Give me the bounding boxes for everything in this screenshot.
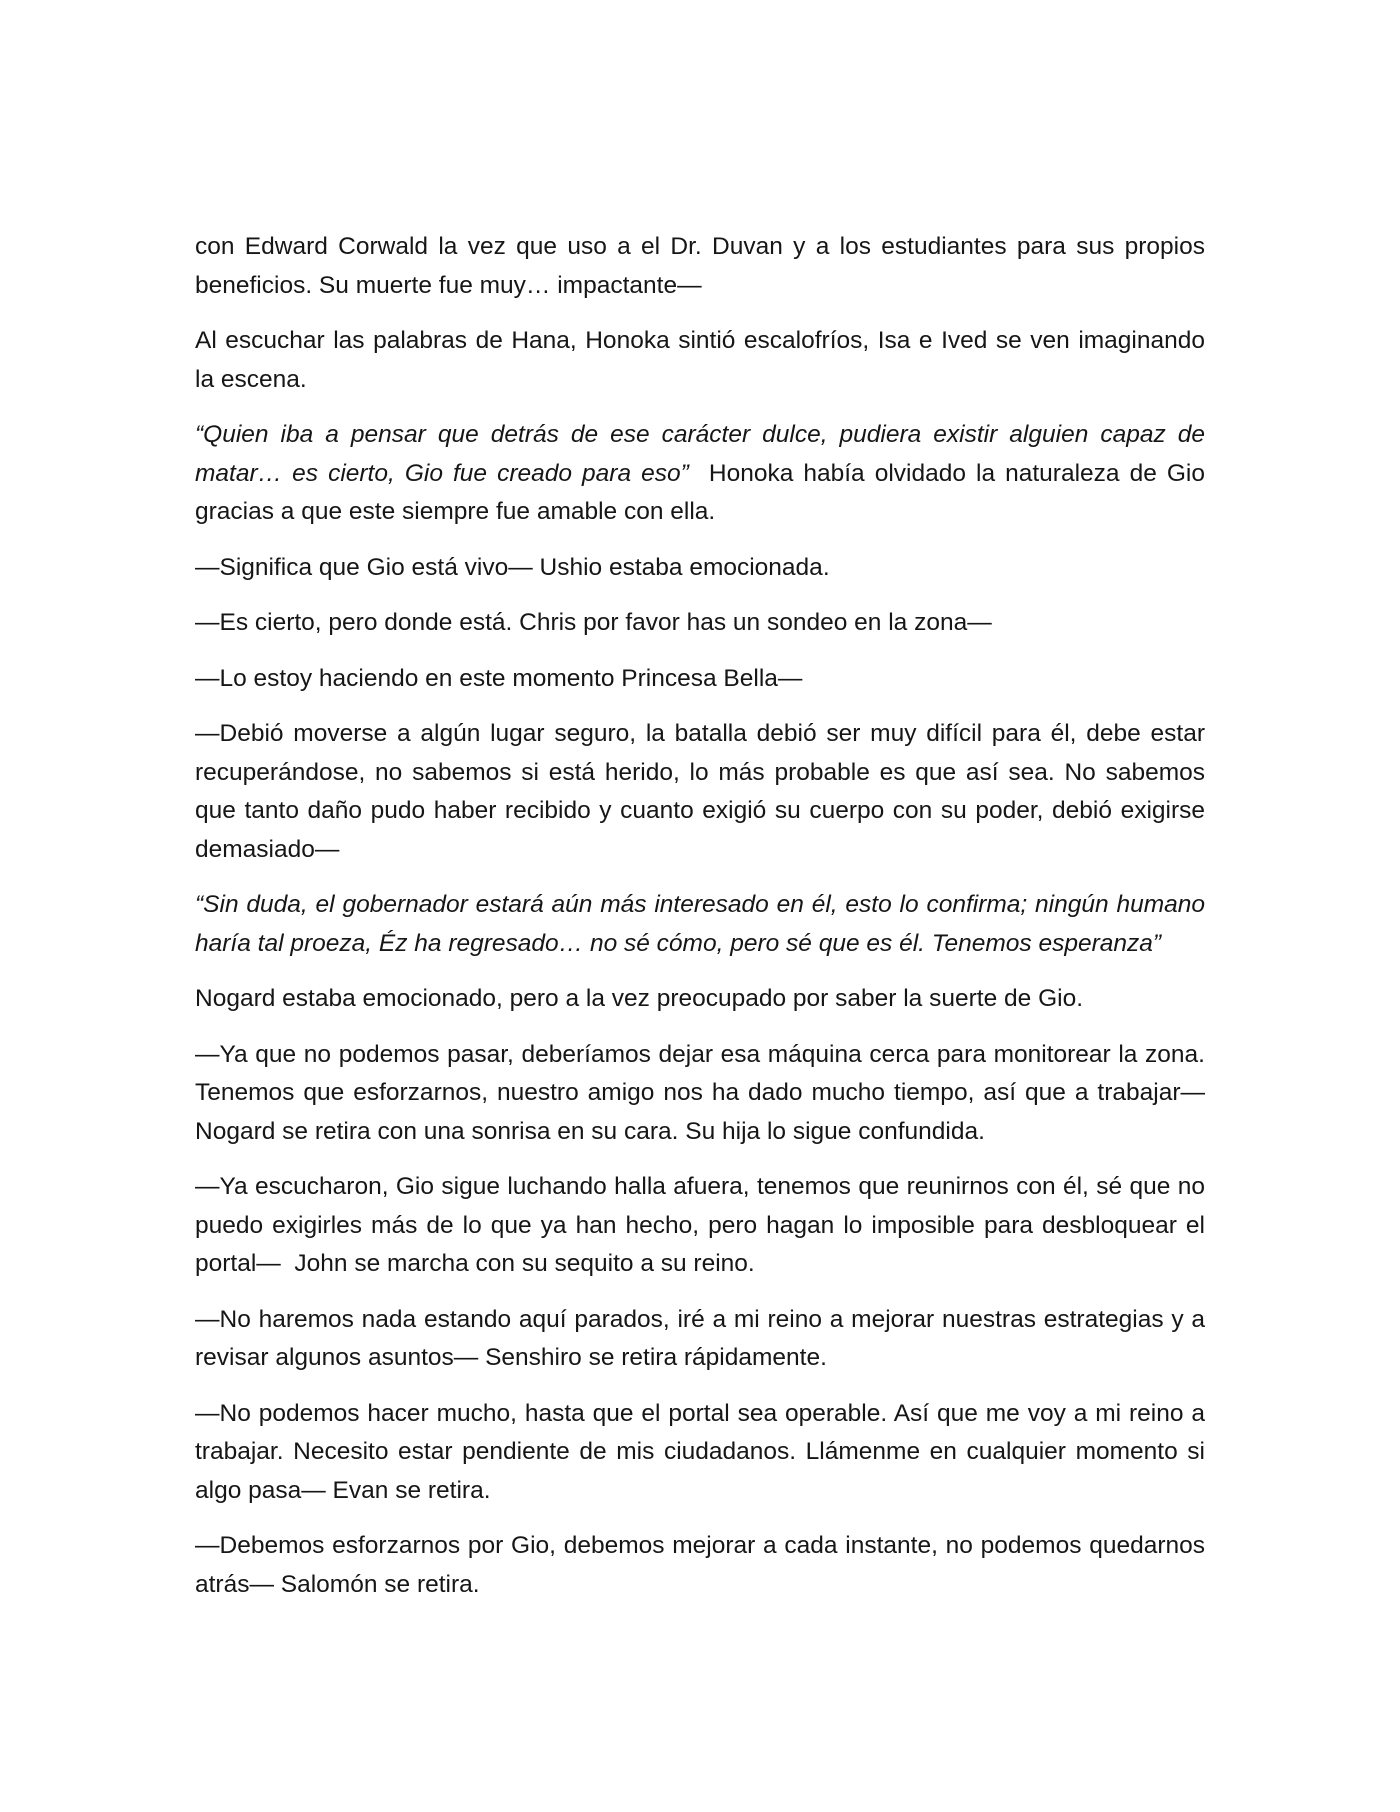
paragraph-text: Honoka había olvidado la naturaleza de Gio gracias a que este siempre fue amable con ella. — [195, 459, 1212, 525]
paragraph-text: —Ya escucharon, Gio sigue luchando halla afuera, tenemos que reunirnos con él, sé que no puedo exigirles más de lo que ya han hecho, pero hagan lo imposible para desbloquear el portal— John se marcha con su sequito a su reino. — [195, 1173, 1212, 1277]
paragraph — [195, 228, 1205, 305]
paragraph-thought — [195, 416, 1212, 532]
paragraph-text: —Ya que no podemos pasar, deberíamos dejar esa máquina cerca para monitorear la zona. Tenemos que esforzarnos, nuestro amigo nos ha dado mucho tiempo, así que a trabajar—Nogard se retira con una sonrisa en su cara. Su hija lo sigue confundida. — [195, 1040, 1205, 1145]
paragraph-text: con Edward Corwald la vez que uso a el Dr. Duvan y a los estudiantes para sus propios beneficios. Su muerte fue muy… impactante— — [195, 233, 1205, 299]
inner-thought-text: “Sin duda, el gobernador estará aún más interesado en él, esto lo confirma; ningún humano haría tal proeza, Éz ha regresado… no sé cómo, pero sé que es él. Tenemos esperanza” — [195, 891, 1205, 957]
dialogue-line — [195, 1301, 1205, 1378]
paragraph-text: —Lo estoy haciendo en este momento Princesa Bella— — [195, 664, 803, 692]
paragraph-text: Nogard estaba emocionado, pero a la vez preocupado por saber la suerte de Gio. — [195, 985, 1084, 1012]
dialogue-line — [195, 1036, 1205, 1152]
document-page — [195, 228, 1212, 1621]
paragraph-text: —Debió moverse a algún lugar seguro, la batalla debió ser muy difícil para él, debe estar recuperándose, no sabemos si está herido, lo más probable es que así sea. No sabemos que tanto daño pudo haber recibido y cuanto exigió su cuerpo con su poder, debió exigirse demasiado— — [195, 720, 1205, 863]
dialogue-line — [195, 549, 1205, 588]
paragraph-text: —Debemos esforzarnos por Gio, debemos mejorar a cada instante, no podemos quedarnos atrás— Salomón se retira. — [195, 1532, 1205, 1598]
paragraph — [195, 322, 1205, 399]
paragraph-thought — [195, 886, 1205, 963]
dialogue-line — [195, 1527, 1205, 1604]
paragraph-text: —No podemos hacer mucho, hasta que el portal sea operable. Así que me voy a mi reino a trabajar. Necesito estar pendiente de mis ciudadanos. Llámenme en cualquier momento si algo pasa— Evan se retira. — [195, 1399, 1205, 1504]
inner-thought-text: “Quien iba a pensar que detrás de ese carácter dulce, pudiera existir alguien capaz de matar… es cierto, Gio fue creado para eso” — [195, 421, 1205, 487]
paragraph-text: Al escuchar las palabras de Hana, Honoka sintió escalofríos, Isa e Ived se ven imaginando la escena. — [195, 327, 1205, 393]
dialogue-line — [195, 604, 1205, 643]
dialogue-line — [195, 660, 1205, 699]
dialogue-line — [195, 715, 1205, 869]
paragraph-text: —Es cierto, pero donde está. Chris por favor has un sondeo en la zona— — [195, 609, 992, 636]
dialogue-line — [195, 1168, 1212, 1284]
paragraph-text: —No haremos nada estando aquí parados, iré a mi reino a mejorar nuestras estrategias y a revisar algunos asuntos— Senshiro se retira rápidamente. — [195, 1305, 1205, 1371]
dialogue-line — [195, 1395, 1205, 1511]
paragraph-text: —Significa que Gio está vivo— Ushio estaba emocionada. — [195, 553, 830, 581]
paragraph — [195, 980, 1205, 1019]
